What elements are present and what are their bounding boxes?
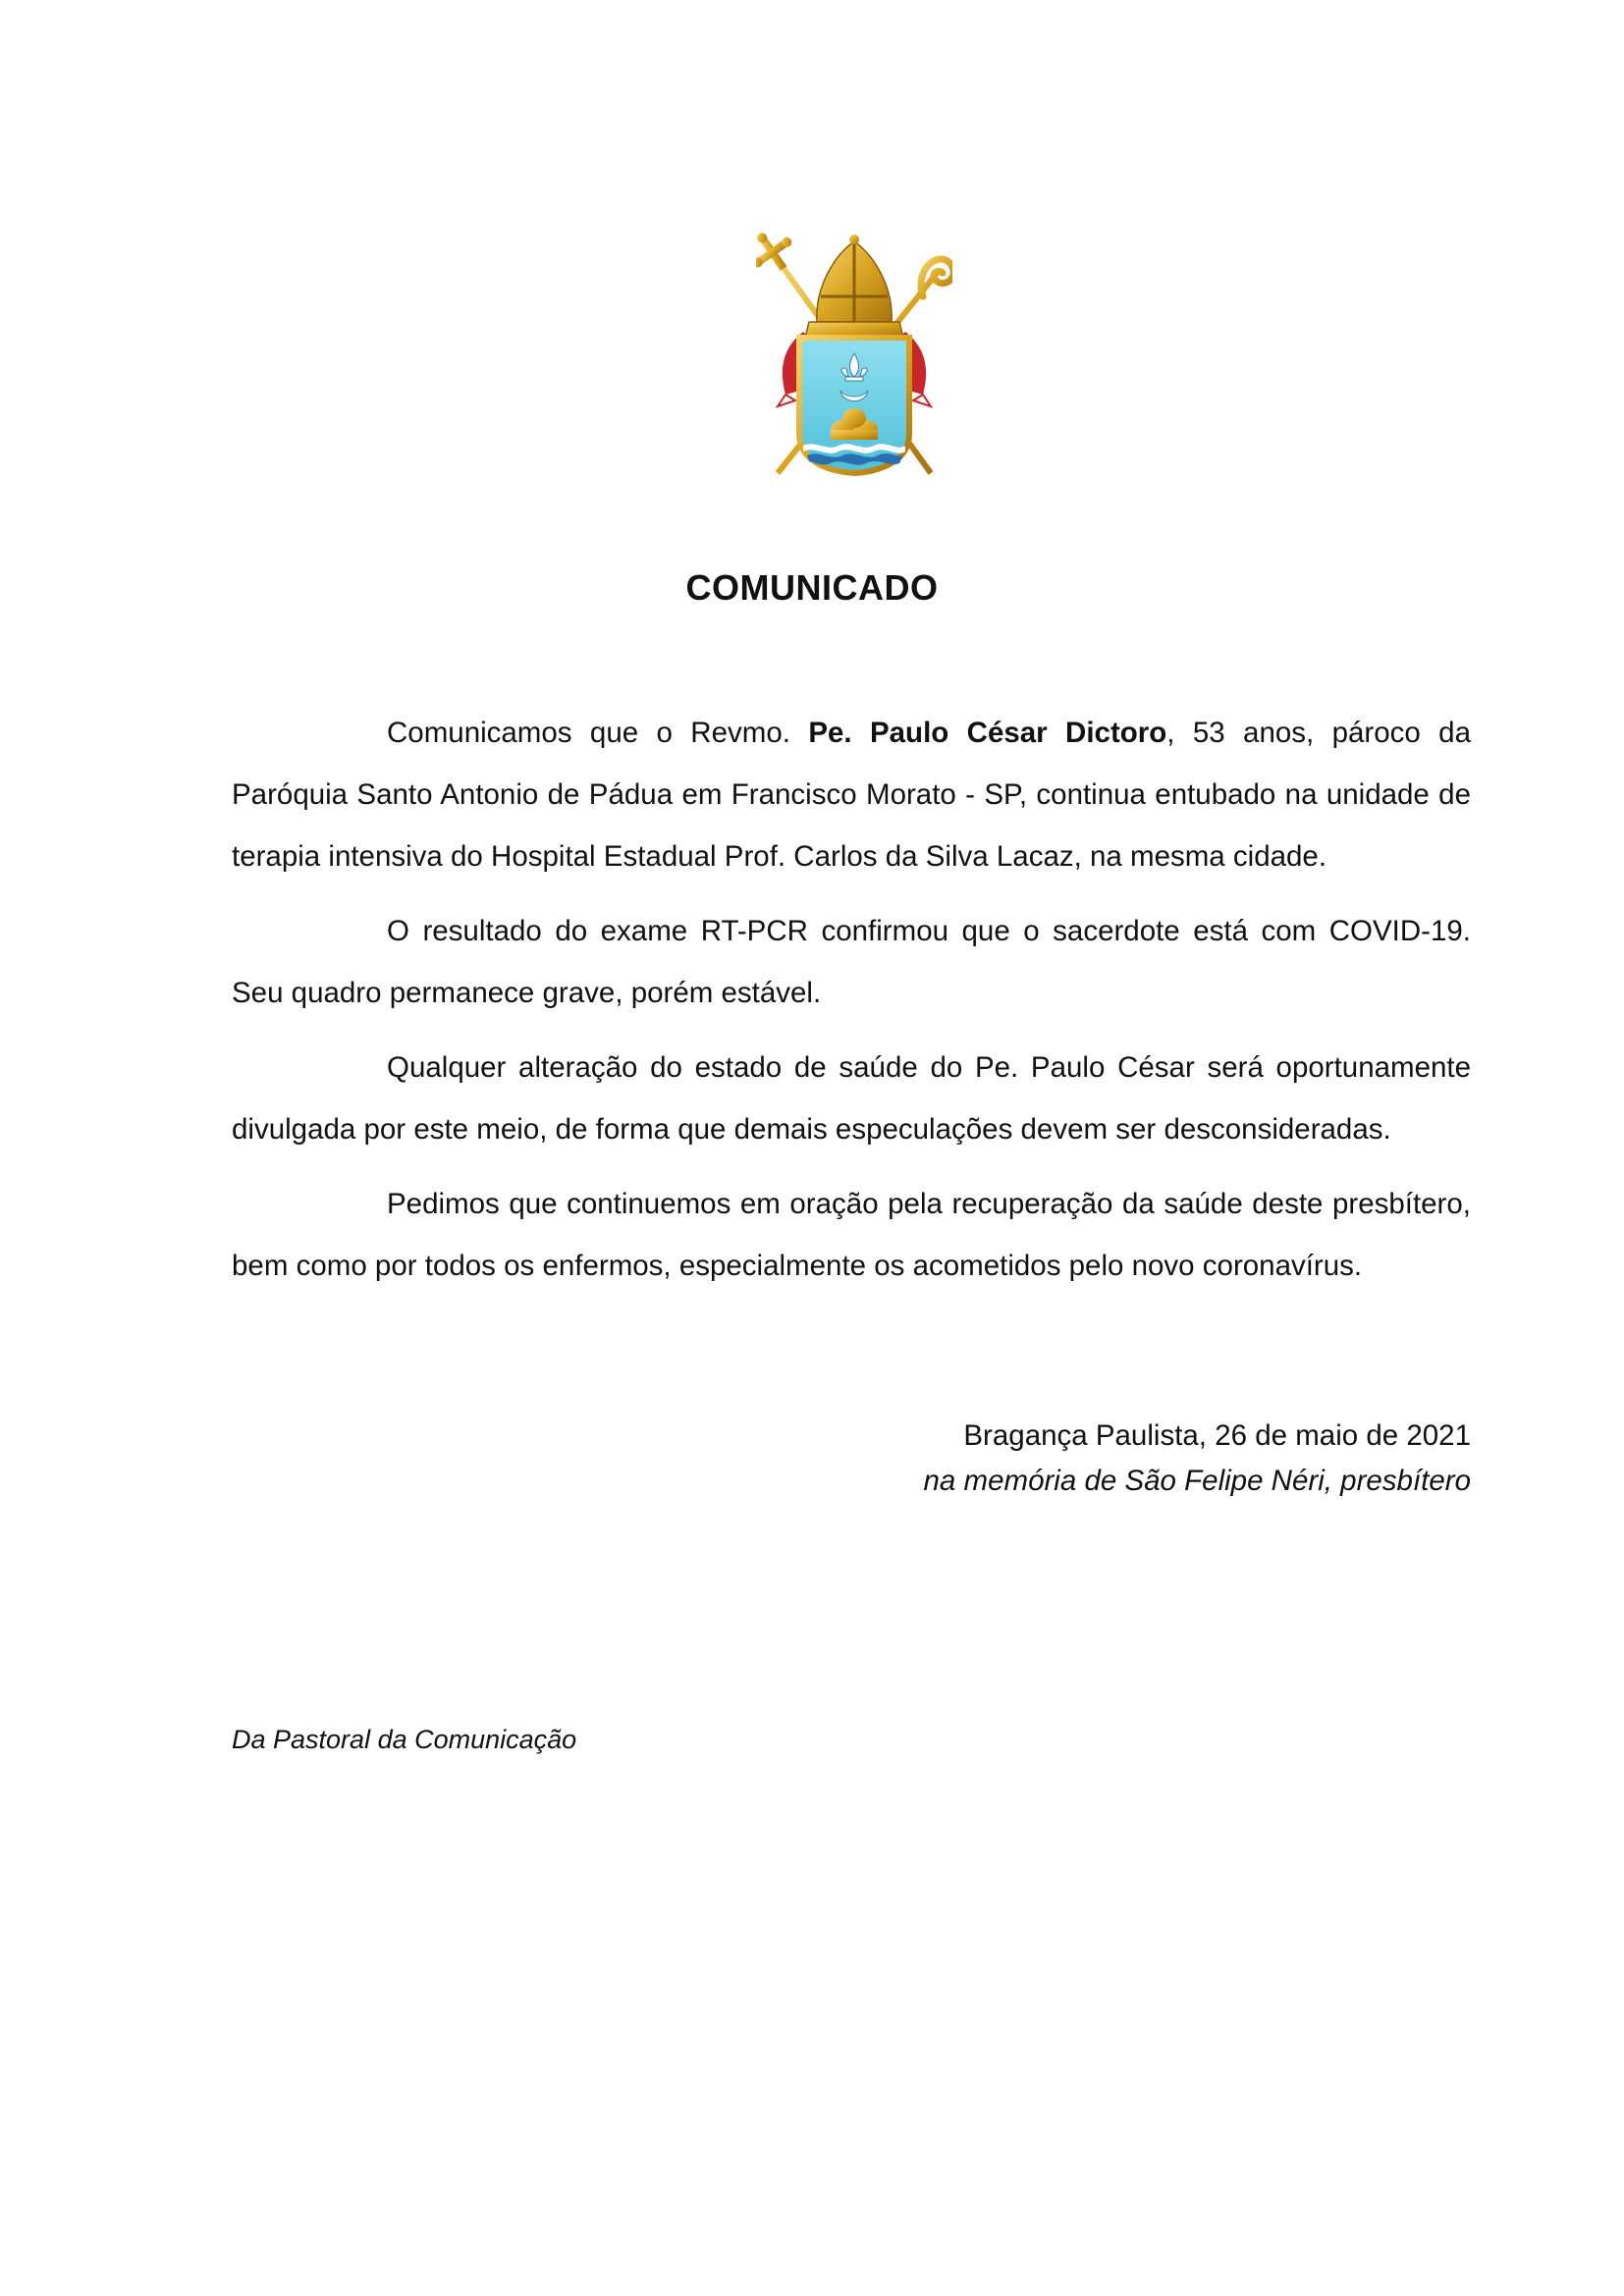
document-body — [232, 702, 1471, 1309]
paragraph-1-rest: , 53 anos, pároco da Paróquia Santo Antonio de Pádua em Francisco Morato - SP, continua entubado na unidade de terapia intensiva do Hospital Estadual Prof. Carlos da Silva Lacaz, na mesma cidade. — [232, 717, 1471, 873]
paragraph-4: Pedimos que continuemos em oração pela recuperação da saúde deste presbítero, bem como por todos os enfermos, especialmente os acometidos pelo novo coronavírus. — [232, 1188, 1471, 1282]
paragraph-2: O resultado do exame RT-PCR confirmou que o sacerdote está com COVID-19. Seu quadro permanece grave, porém estável. — [232, 915, 1471, 1009]
place-date: Bragança Paulista, 26 de maio de 2021 — [963, 1419, 1471, 1452]
signature: Da Pastoral da Comunicação — [232, 1725, 577, 1754]
paragraph-3: Qualquer alteração do estado de saúde do Pe. Paulo César será oportunamente divulgada por este meio, de forma que demais especulações devem ser desconsideradas. — [232, 1051, 1471, 1146]
document-title: COMUNICADO — [685, 567, 939, 608]
paragraph-1-intro: Comunicamos que o Revmo. — [387, 717, 809, 749]
feast-note: na memória de São Felipe Néri, presbítero — [923, 1465, 1471, 1497]
priest-name: Pe. Paulo César Dictoro — [808, 717, 1167, 749]
coat-of-arms-icon — [756, 228, 952, 483]
paragraph-1 — [232, 702, 1471, 887]
